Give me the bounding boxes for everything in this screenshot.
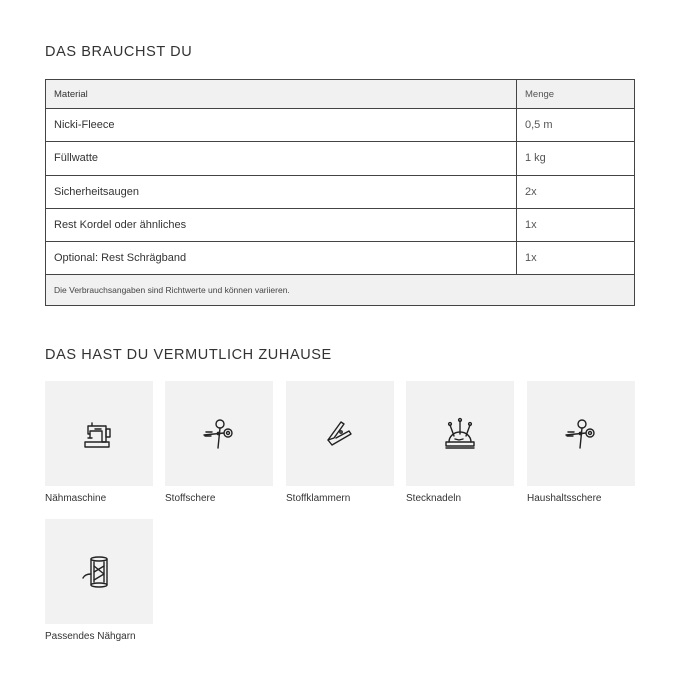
sewing-machine-icon (79, 414, 119, 454)
material-cell: Optional: Rest Schrägband (46, 242, 517, 275)
table-footnote: Die Verbrauchsangaben sind Richtwerte und können variieren. (46, 275, 635, 306)
tool-label: Stoffklammern (286, 493, 351, 504)
section-title-materials: DAS BRAUCHST DU (45, 44, 193, 60)
amount-cell: 1x (517, 242, 635, 275)
tool-card-fabric-scissors (165, 381, 273, 504)
tool-card-household-scissors (527, 381, 635, 504)
tool-tile (45, 381, 153, 486)
material-cell: Füllwatte (46, 142, 517, 175)
column-header-amount: Menge (517, 80, 635, 109)
table-header-row (46, 80, 635, 109)
table-footnote-row (46, 275, 635, 306)
amount-cell: 1x (517, 208, 635, 241)
material-cell: Nicki-Fleece (46, 109, 517, 142)
tool-label: Haushaltsschere (527, 493, 602, 504)
materials-table (45, 79, 635, 306)
tool-card-fabric-clip (286, 381, 394, 504)
section-title-tools: DAS HAST DU VERMUTLICH ZUHAUSE (45, 347, 332, 363)
tool-tile (406, 381, 514, 486)
tool-label: Stoffschere (165, 493, 216, 504)
pincushion-icon (440, 414, 480, 454)
fabric-clip-icon (320, 414, 360, 454)
tool-tile (527, 381, 635, 486)
tool-label: Passendes Nähgarn (45, 631, 136, 642)
tool-card-sewing-machine (45, 381, 153, 504)
table-row (46, 175, 635, 208)
table-row (46, 208, 635, 241)
tool-card-pincushion (406, 381, 514, 504)
material-cell: Sicherheitsaugen (46, 175, 517, 208)
column-header-material: Material (46, 80, 517, 109)
tool-tile (286, 381, 394, 486)
scissors-icon (561, 414, 601, 454)
amount-cell: 2x (517, 175, 635, 208)
material-cell: Rest Kordel oder ähnliches (46, 208, 517, 241)
amount-cell: 0,5 m (517, 109, 635, 142)
table-row (46, 109, 635, 142)
tool-tile (45, 519, 153, 624)
table-row (46, 142, 635, 175)
tool-tile (165, 381, 273, 486)
table-row (46, 242, 635, 275)
tool-label: Nähmaschine (45, 493, 107, 504)
thread-spool-icon (79, 552, 119, 592)
scissors-icon (199, 414, 239, 454)
amount-cell: 1 kg (517, 142, 635, 175)
tool-card-thread-spool (45, 519, 153, 642)
tool-label: Stecknadeln (406, 493, 462, 504)
